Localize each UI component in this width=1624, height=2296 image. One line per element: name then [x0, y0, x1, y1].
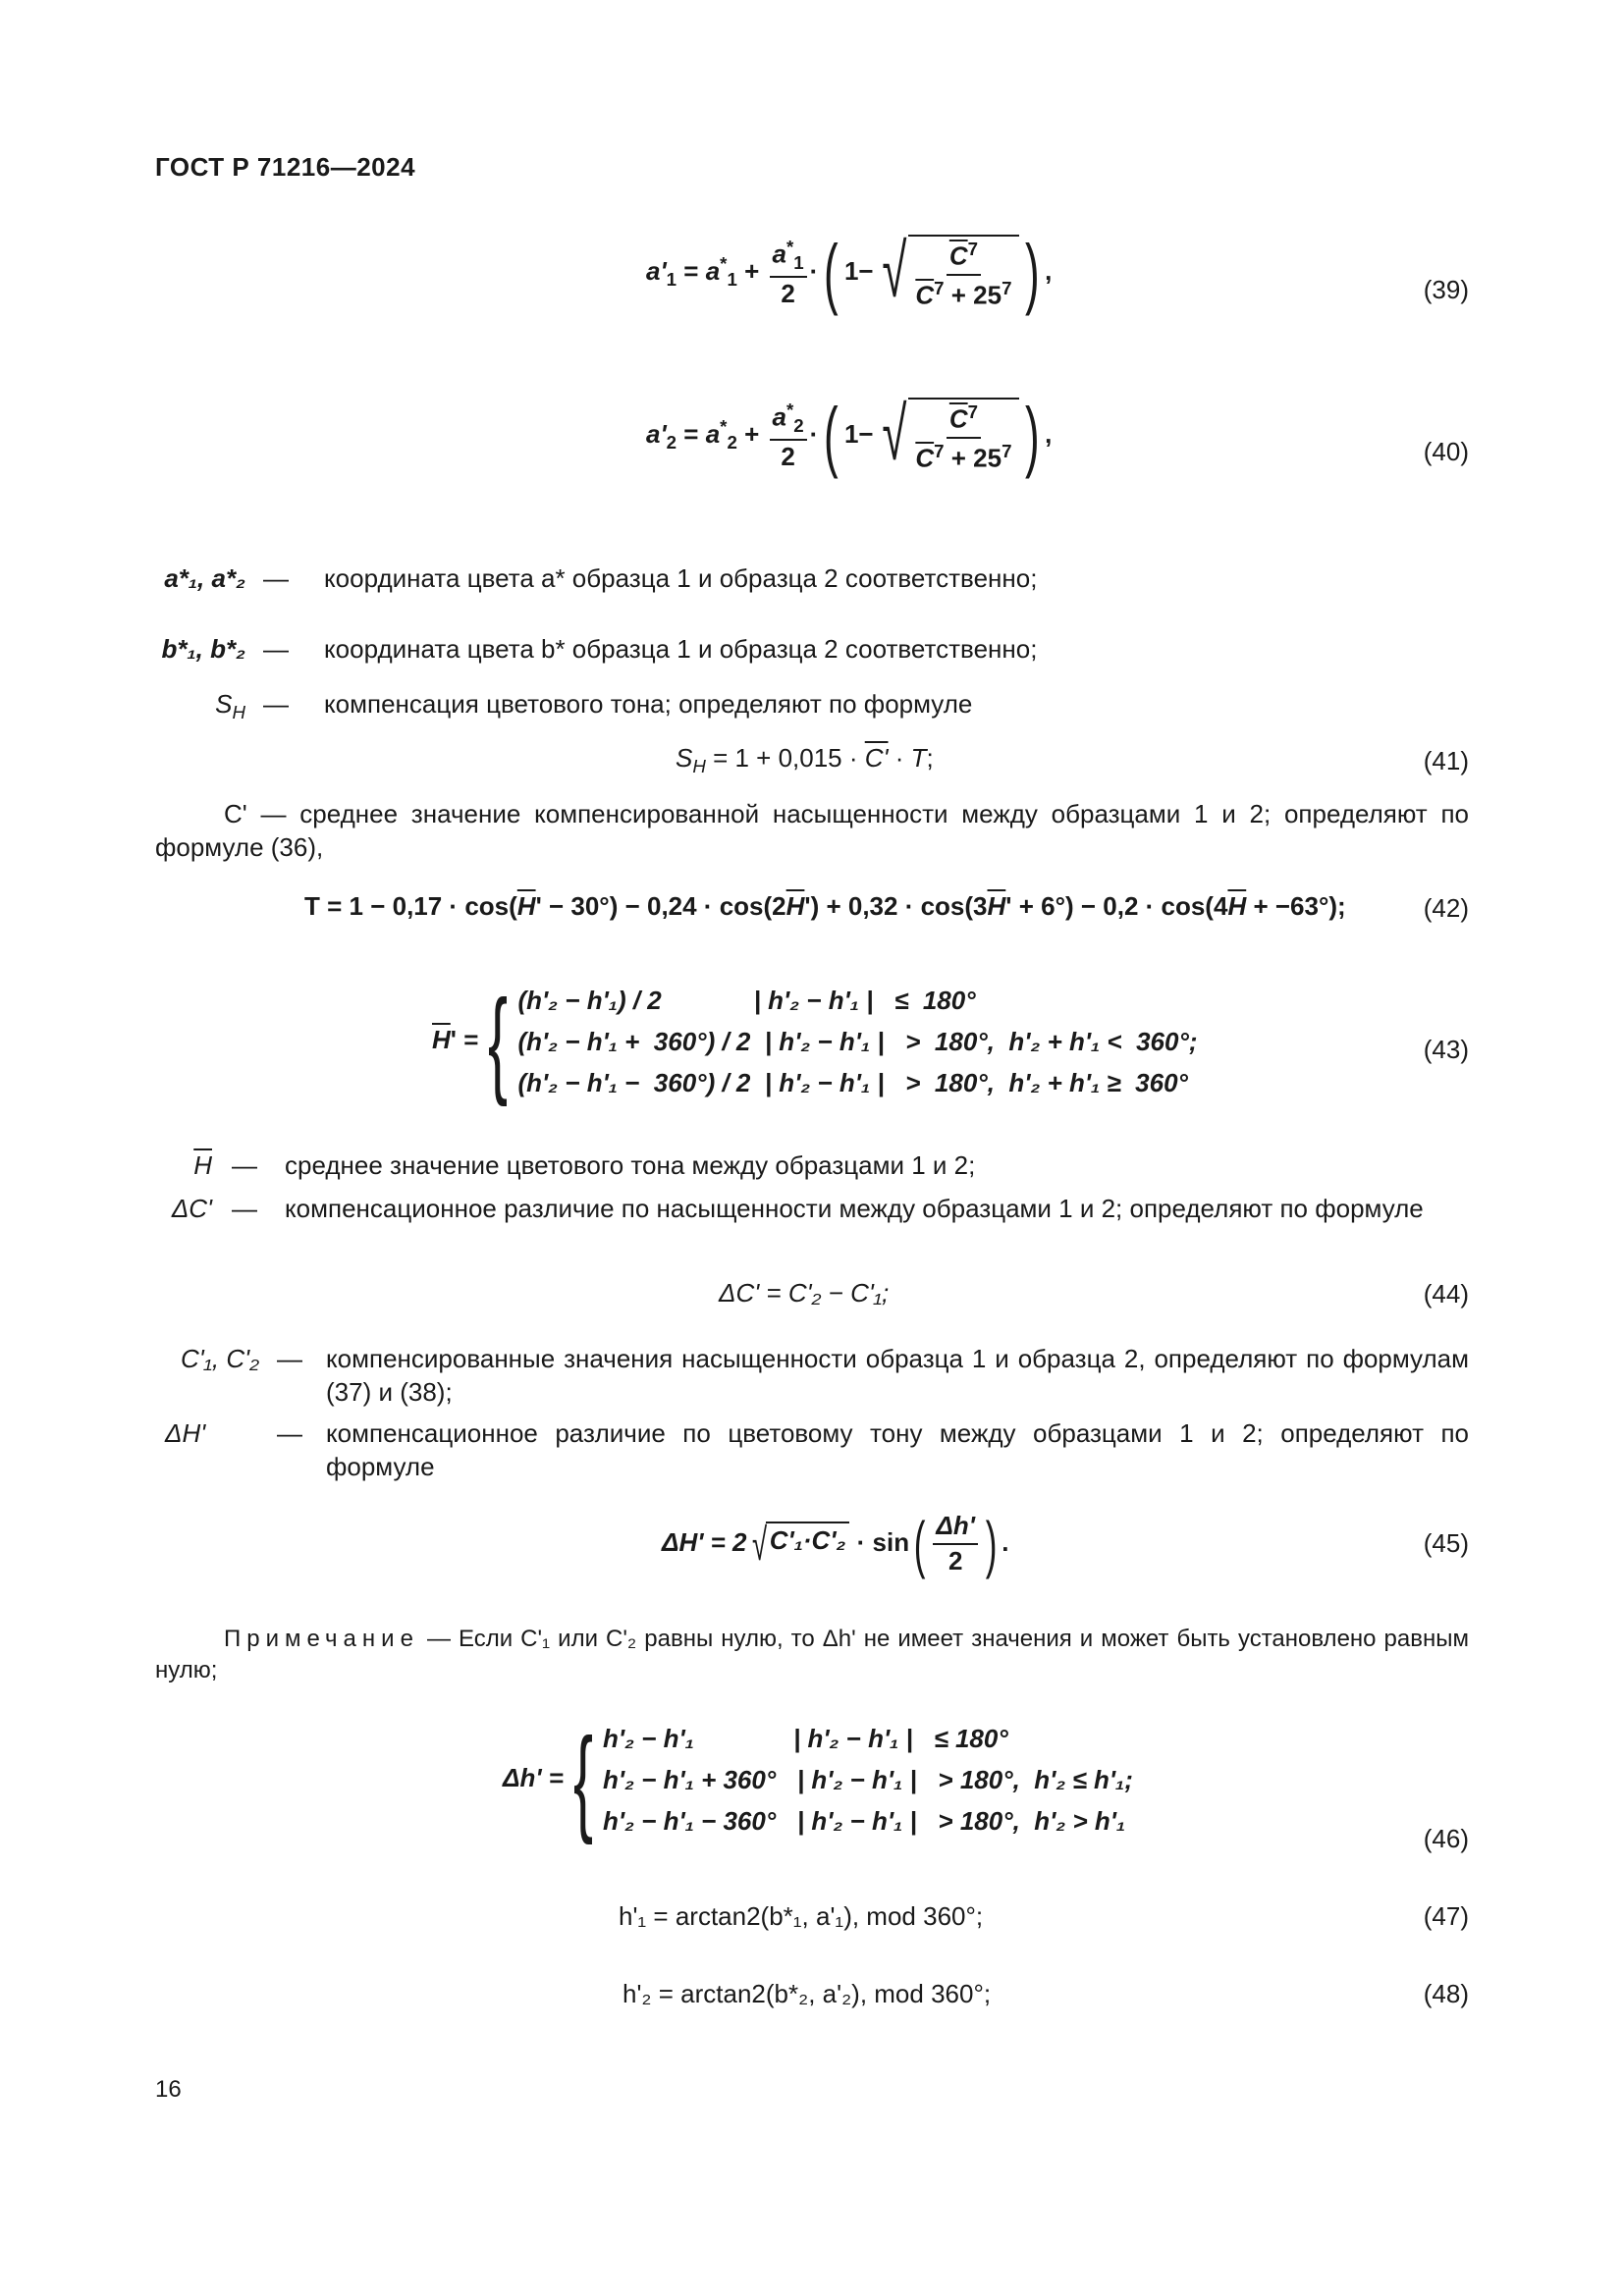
definition-symbol: ΔH': [165, 1418, 206, 1448]
equation-44: ΔC' = C'₂ − C'₁;: [719, 1278, 890, 1308]
note-text: — Если C'₁ или C'₂ равны нулю, то Δh' не имеет значения и может быть установлено равным нулю;: [155, 1626, 1469, 1683]
equation-number: (46): [1423, 1824, 1469, 1853]
equation-number: (39): [1423, 275, 1469, 304]
equation-45: ΔH' = 2 √ C'₁·C'₂ · sin( $\frac{\Delta h'}{2}$ ) .: [662, 1508, 1009, 1579]
equation-number: (45): [1423, 1528, 1469, 1558]
definition-paragraph: C' — среднее значение компенсированной насыщенности между образцами 1 и 2; определяют по формуле (36),: [155, 799, 1469, 862]
definition-text: координата цвета a* образца 1 и образца 2 соответственно;: [324, 563, 1038, 593]
page-number: 16: [155, 2076, 182, 2103]
equation-40: $a'_2 = a^*_2$ + $\frac{a^*_2}{2}$ ·( 1− √ $\frac{C^7}{\overline{C}^7 + 25^7}$ ) ,: [646, 392, 1053, 479]
definition-text: компенсация цветового тона; определяют по формуле: [324, 689, 973, 719]
definition-symbol: b*₁, b*₂: [161, 634, 245, 664]
equation-42: $T = 1 - 0,17 \cdot \cos(\overline{H}' - 30^\circ) - 0,24 \cdot \cos(2\overline{H}') + 0,32 \cdot \cos(3\overline{H}' + 6^\circ) - 0,2 \cdot \cos(4\overline{H} + -63^\circ)$;: [304, 891, 1346, 921]
definition-text: координата цвета b* образца 1 и образца 2 соответственно;: [324, 634, 1038, 664]
definition-symbol: a*₁, a*₂: [164, 563, 245, 593]
document-header: ГОСТ Р 71216—2024: [155, 152, 416, 182]
equation-number: (47): [1423, 1901, 1469, 1931]
equation-number: (40): [1423, 437, 1469, 466]
definition-text: среднее значение цветового тона между образцами 1 и 2;: [285, 1150, 976, 1180]
equation-number: (44): [1423, 1279, 1469, 1308]
definition-text: компенсационное различие по насыщенности между образцами 1 и 2; определяют по формуле: [285, 1194, 1424, 1223]
equation-number: (43): [1423, 1035, 1469, 1064]
equation-39: $a'_1 = a^*_1$ + $\frac{a^*_1}{2}$ ·( 1− √ $\frac{C^7}{\overline{C}^7 + 25^7}$ ) ,: [646, 229, 1053, 316]
definition-text: компенсационное различие по цветовому тону между образцами 1 и 2; определяют по формуле: [326, 1418, 1469, 1481]
definition-symbol: ΔC': [171, 1194, 212, 1223]
equation-47: h'₁ = arctan2(b*₁, a'₁), mod 360°;: [619, 1901, 984, 1931]
equation-46: Δh' ={ h'₂ − h'₁ | h'₂ − h'₁ | ≤ 180° h'₂ − h'₁ + 360° | h'₂ − h'₁ | > 180°, h'₂ ≤ h'₁; h'₂ − h'₁ − 360° | h'₂ − h'₁ | > 180°, h'₂ > h'₁: [503, 1714, 1133, 1845]
note-label: Примечание: [224, 1626, 419, 1652]
equation-number: (48): [1423, 1979, 1469, 2008]
equation-number: (42): [1423, 893, 1469, 923]
equation-48: h'₂ = arctan2(b*₂, a'₂), mod 360°;: [623, 1979, 992, 2008]
equation-41: $S_H = 1 + 0,015 \cdot C' \cdot T$;: [676, 743, 934, 777]
definition-symbol: $S_H$: [215, 689, 245, 723]
definition-symbol: $\overline{H}$: [193, 1150, 212, 1180]
definition-text: компенсированные значения насыщенности образца 1 и образца 2, определяют по формулам (37) и (38);: [326, 1344, 1469, 1407]
equation-43: $\overline{H}'$ ={ (h'₂ − h'₁) / 2 | h'₂ − h'₁ | ≤ 180° (h'₂ − h'₁ + 360°) / 2 | h'₂ − h'₁ | > 180°, h'₂ + h'₁ < 360°; (h'₂ − h'₁ − 360°) / 2 | h'₂ − h'₁ | > 180°, h'₂ + h'₁ ≥ 360°: [432, 976, 1198, 1107]
definition-symbol: C'₁, C'₂: [180, 1344, 259, 1373]
equation-number: (41): [1423, 746, 1469, 775]
note: [155, 1624, 1469, 1686]
